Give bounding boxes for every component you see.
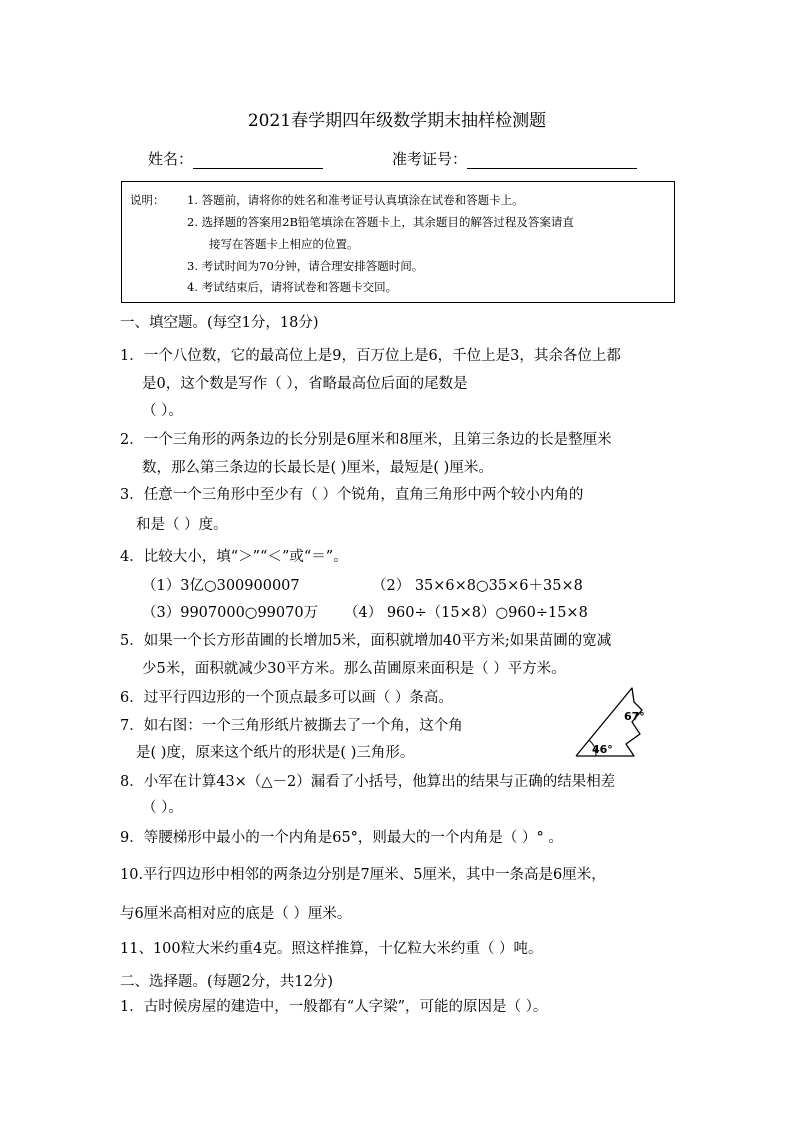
question-line: （2） 35×6×8○35×6＋35×8 [372, 578, 583, 594]
question-line: （4） 960÷（15×8）○960÷15×8 [344, 605, 588, 621]
instruction-item: 4. 考试结束后，请将试卷和答题卡交回。 [187, 280, 398, 294]
name-blank [193, 150, 323, 169]
page-title: 2021春学期四年级数学期末抽样检测题 [247, 111, 547, 131]
section-heading: 二、选择题。(每题2分，共12分) [120, 974, 333, 990]
question-line: 2．一个三角形的两条边的长分别是6厘米和8厘米，且第三条边的长是整厘米 [120, 432, 612, 448]
question-line: （3）9907000○99070万 [142, 605, 319, 621]
angle-label-top: 67° [624, 710, 645, 723]
instruction-item: 1. 答题前，请将你的姓名和准考证号认真填涂在试卷和答题卡上。 [187, 193, 524, 207]
angle-label-bottom: 46° [592, 743, 613, 756]
instruction-item: 3. 考试时间为70分钟，请合理安排答题时间。 [187, 259, 424, 273]
name-field [148, 148, 323, 169]
exam-id-label: 准考证号： [392, 150, 468, 168]
question-line: （ ）。 [142, 403, 183, 419]
torn-triangle-figure [568, 684, 664, 760]
question-line: 10.平行四边形中相邻的两条边分别是7厘米、5厘米，其中一条高是6厘米， [120, 867, 606, 883]
question-line: 与6厘米高相对应的底是（ ）厘米。 [120, 906, 352, 922]
question-line: 和是（ ）度。 [136, 517, 228, 533]
section-heading: 一、填空题。(每空1分，18分) [120, 315, 319, 331]
question-line: 7．如右图：一个三角形纸片被撕去了一个角，这个角 [120, 718, 463, 734]
question-line: 11、100粒大米约重4克。照这样推算，十亿粒大米约重（ ）吨。 [120, 941, 543, 957]
question-line: （ ）。 [142, 800, 183, 816]
question-line: 是0，这个数是写作（ ），省略最高位后面的尾数是 [142, 376, 468, 392]
question-line: 1．古时候房屋的建造中，一般都有“人字梁”，可能的原因是（ ）。 [120, 999, 548, 1015]
instruction-item: 2. 选择题的答案用2B铅笔填涂在答题卡上，其余题目的解答过程及答案请直 [187, 215, 574, 229]
question-line: （1）3亿○300900007 [142, 578, 300, 594]
question-line: 5．如果一个长方形苗圃的长增加5米，面积就增加40平方米;如果苗圃的宽减 [120, 633, 612, 649]
question-line: 数，那么第三条边的长最长是( )厘米，最短是( )厘米。 [142, 460, 493, 476]
exam-id-field [392, 148, 637, 169]
question-line: 是( )度，原来这个纸片的形状是( )三角形。 [136, 745, 415, 761]
question-line: 1．一个八位数，它的最高位上是9，百万位上是6，千位上是3，其余各位上都 [120, 348, 621, 364]
question-line: 4．比较大小，填“＞”“＜”或“＝”。 [120, 549, 348, 565]
question-line: 3．任意一个三角形中至少有（ ）个锐角，直角三角形中两个较小内角的 [120, 487, 584, 503]
instructions-label: 说明： [130, 193, 165, 207]
exam-id-blank [467, 150, 637, 169]
name-label: 姓名： [148, 150, 194, 168]
instruction-item: 接写在答题卡上相应的位置。 [209, 237, 359, 251]
question-line: 9．等腰梯形中最小的一个内角是65°，则最大的一个内角是（ ）° 。 [120, 830, 563, 846]
question-line: 6．过平行四边形的一个顶点最多可以画（ ）条高。 [120, 690, 453, 706]
question-line: 少5米，面积就减少30平方米。那么苗圃原来面积是（ ）平方米。 [142, 661, 566, 677]
question-line: 8．小军在计算43×（△－2）漏看了小括号，他算出的结果与正确的结果相差 [120, 774, 616, 790]
